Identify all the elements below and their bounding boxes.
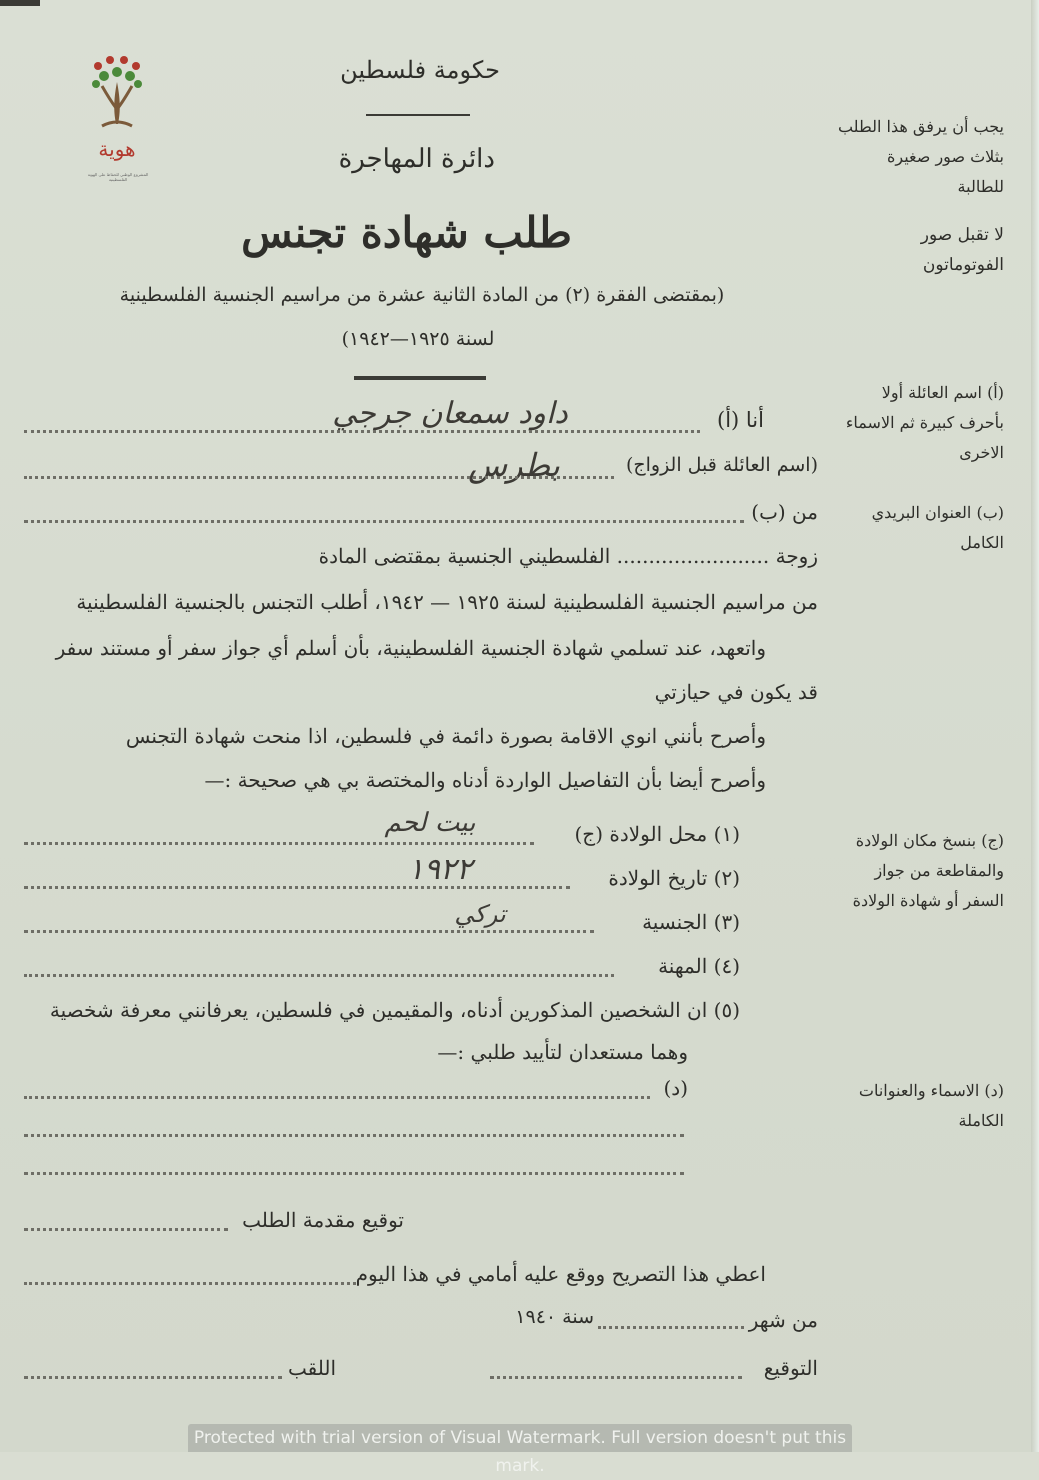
note-b: (ب) العنوان البريدي الكامل	[871, 503, 1004, 552]
name-field[interactable]	[24, 430, 700, 433]
official-title-label: اللقب	[287, 1356, 336, 1380]
month-field[interactable]	[598, 1326, 744, 1329]
heading-rule	[366, 114, 470, 116]
note-c: (ج) بنسخ مكان الولادة والمقاطعة من جواز السفر أو شهادة الولادة	[852, 831, 1004, 910]
note-a: (أ) اسم العائلة أولا بأحرف كبيرة ثم الاسماء الاخرى	[845, 383, 1004, 462]
declaration-day-field[interactable]	[24, 1282, 356, 1285]
scan-edge-right	[1031, 0, 1039, 1452]
government-heading: حكومة فلسطين	[340, 56, 500, 84]
maiden-label: (اسم العائلة قبل الزواج)	[625, 454, 818, 476]
month-label: من شهر	[748, 1308, 818, 1332]
nationality-label: (٣) الجنسية	[642, 910, 740, 934]
from-label: من (ب)	[751, 500, 818, 524]
note-d: (د) الاسماء والعنوانات الكاملة	[858, 1081, 1004, 1130]
photomaton-note: لا تقبل صور الفوتوماتون	[920, 225, 1004, 275]
birthdate-handwritten: ١٩٢٢	[407, 852, 473, 887]
declaration-para-2: واتعهد، عند تسلمي شهادة الجنسية الفلسطينية، بأن أسلم أي جواز سفر أو مستند سفر	[55, 636, 766, 660]
year-label: سنة ١٩٤٠	[515, 1306, 594, 1328]
declaration-para-4: وأصرح بأنني انوي الاقامة بصورة دائمة في فلسطين، اذا منحت شهادة التجنس	[125, 724, 766, 748]
declaration-para-3: قد يكون في حيازتي	[654, 680, 818, 704]
referee-field-3[interactable]	[24, 1172, 684, 1175]
birthdate-label: (٢) تاريخ الولادة	[608, 866, 740, 890]
official-signature-label: التوقيع	[763, 1356, 818, 1380]
form-title: طلب شهادة تجنس	[241, 208, 572, 257]
logo-caption: المشروع الوطني للحفاظ على الهوية الفلسطينية	[87, 172, 149, 182]
referee-field-1[interactable]	[24, 1096, 650, 1099]
department-heading: دائرة المهاجرة	[338, 144, 495, 174]
scan-edge	[0, 0, 40, 6]
hawiya-logo	[80, 52, 154, 192]
official-signature-field[interactable]	[490, 1376, 742, 1379]
referees-statement-2: وهما مستعدان لتأييد طلبي :—	[437, 1040, 688, 1064]
trial-watermark-banner: Protected with trial version of Visual Watermark. Full version doesn't put this mark.	[188, 1424, 852, 1452]
logo-text: هوية	[98, 137, 136, 161]
birthplace-field[interactable]	[24, 842, 534, 845]
declaration-para-1: من مراسيم الجنسية الفلسطينية لسنة ١٩٢٥ — ١٩٤٢، أطلب التجنس بالجنسية الفلسطينية	[76, 590, 818, 614]
wife-line: زوجة ........................ الفلسطيني الجنسية بمقتضى المادة	[318, 544, 818, 568]
profession-field[interactable]	[24, 974, 614, 977]
birthplace-handwritten: بيت لحم	[384, 808, 476, 838]
official-title-field[interactable]	[24, 1376, 282, 1379]
nationality-handwritten: تركي	[454, 900, 506, 928]
referee-field-2[interactable]	[24, 1134, 684, 1137]
birthdate-field[interactable]	[24, 886, 570, 889]
referees-statement: (٥) ان الشخصين المذكورين أدناه، والمقيمين في فلسطين، يعرفانني معرفة شخصية	[49, 998, 740, 1022]
maiden-field[interactable]	[24, 476, 614, 479]
applicant-signature-field[interactable]	[24, 1228, 228, 1231]
address-field[interactable]	[24, 520, 744, 523]
nationality-field[interactable]	[24, 930, 594, 933]
legal-years: لسنة ١٩٢٥—١٩٤٢)	[341, 328, 495, 350]
birthplace-label: (١) محل الولادة (ج)	[574, 822, 740, 846]
name-label: أنا (أ)	[717, 408, 764, 432]
legal-basis: (بمقتضى الفقرة (٢) من المادة الثانية عشرة من مراسيم الجنسية الفلسطينية	[119, 284, 725, 306]
referees-label: (د)	[663, 1076, 688, 1100]
declaration-para-5: وأصرح أيضا بأن التفاصيل الواردة أدناه والمختصة بي هي صحيحة :—	[204, 768, 766, 792]
applicant-signature-label: توقيع مقدمة الطلب	[242, 1208, 404, 1232]
witness-declaration: اعطي هذا التصريح ووقع عليه أمامي في هذا اليوم	[355, 1262, 766, 1286]
profession-label: (٤) المهنة	[658, 954, 740, 978]
photo-note: يجب أن يرفق هذا الطلب بثلاث صور صغيرة للطالبة	[837, 117, 1004, 196]
title-rule	[354, 376, 486, 380]
name-handwritten: داود سمعان جرجي	[332, 396, 568, 431]
maiden-handwritten: بطرس	[468, 446, 560, 484]
